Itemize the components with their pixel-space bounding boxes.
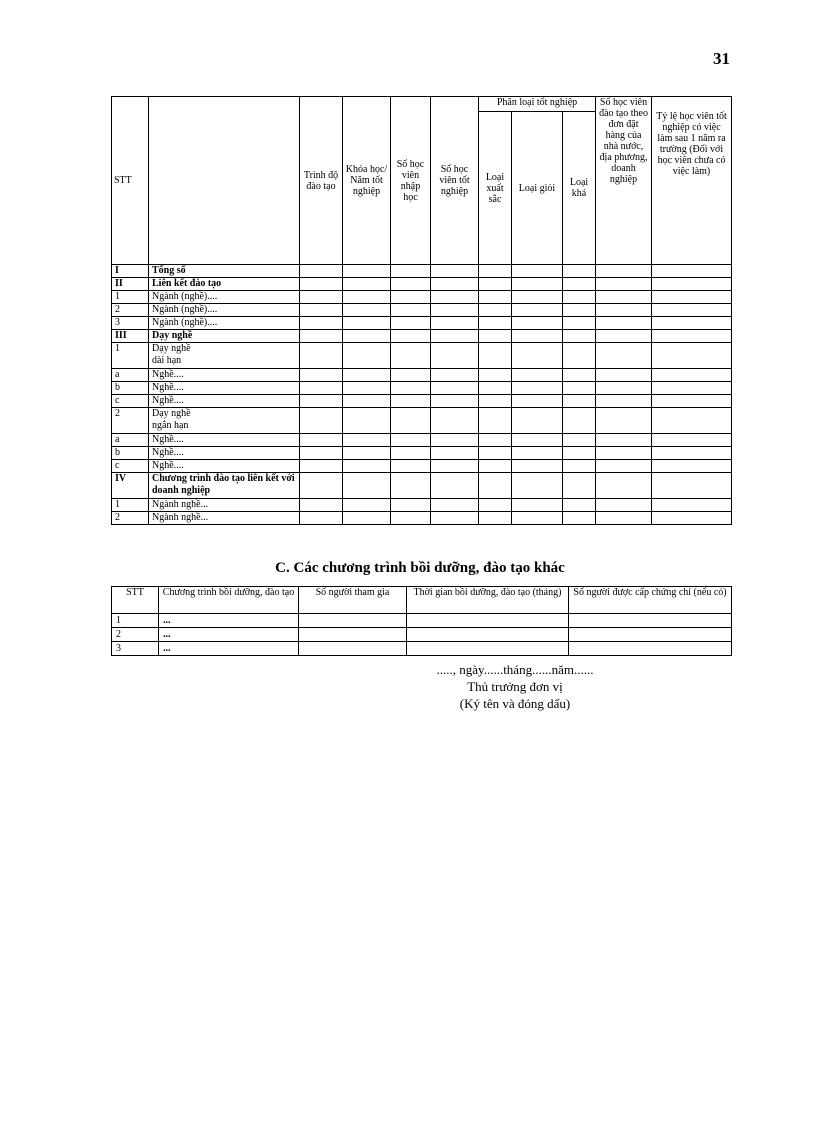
table-row — [112, 434, 732, 447]
header-khoa-hoc: Khóa học/ Năm tốt nghiệp — [343, 97, 391, 265]
row-label: Ngành nghề... — [149, 499, 300, 512]
table-row — [112, 408, 732, 434]
row-stt: II — [112, 278, 149, 291]
row-label: Liên kết đào tạo — [149, 278, 300, 291]
table-row — [112, 304, 732, 317]
row-stt: 2 — [112, 628, 159, 642]
table-row — [112, 278, 732, 291]
header-loai-xuat-sac: Loại xuất sắc — [479, 112, 512, 265]
row-label: Ngành (nghề).... — [149, 304, 300, 317]
row-stt: 3 — [112, 642, 159, 656]
header-thoi-gian: Thời gian bồi dưỡng, đào tạo (tháng) — [407, 587, 569, 614]
table-row — [112, 460, 732, 473]
row-stt: c — [112, 460, 149, 473]
section-c-title: C. Các chương trình bồi dưỡng, đào tạo khác — [275, 560, 565, 576]
header-so-nhap-hoc: Số học viên nhập học — [391, 97, 431, 265]
header-don-dat-hang: Số học viên đào tạo theo đơn đặt hàng của nhà nước, địa phương, doanh nghiệp — [596, 97, 652, 265]
row-label: Nghề.... — [149, 434, 300, 447]
header-name — [149, 97, 300, 265]
row-label: Ngành (nghề).... — [149, 317, 300, 330]
table-row — [112, 317, 732, 330]
row-label: Nghề.... — [149, 447, 300, 460]
row-label: Nghề.... — [149, 369, 300, 382]
header-chuong-trinh: Chương trình bồi dưỡng, đào tạo — [159, 587, 299, 614]
row-stt: b — [112, 447, 149, 460]
row-label: Dạy nghề dài hạn — [149, 343, 300, 369]
row-label: ... — [159, 642, 299, 656]
header-stt: STT — [112, 97, 149, 265]
other-programs-table — [111, 586, 732, 656]
header-chung-chi: Số người được cấp chứng chỉ (nếu có) — [569, 587, 732, 614]
table-row — [112, 291, 732, 304]
table-row — [112, 614, 732, 628]
table-row — [112, 265, 732, 278]
table-row — [112, 369, 732, 382]
header-ty-le: Tỷ lệ học viên tốt nghiệp có việc làm sau 1 năm ra trường (Đối với học viên chưa có việc làm) — [652, 97, 732, 265]
table-row — [112, 512, 732, 525]
row-label: Dạy nghề ngắn hạn — [149, 408, 300, 434]
row-label: ... — [159, 628, 299, 642]
row-stt: I — [112, 265, 149, 278]
row-stt: b — [112, 382, 149, 395]
signature-title: Thủ trưởng đơn vị — [467, 679, 563, 694]
table-row — [112, 343, 732, 369]
table-row — [112, 330, 732, 343]
row-stt: 1 — [112, 499, 149, 512]
row-label: Ngành (nghề).... — [149, 291, 300, 304]
row-stt: 2 — [112, 304, 149, 317]
header-loai-kha: Loại khá — [563, 112, 596, 265]
graduation-report-table — [111, 96, 732, 525]
header-stt: STT — [112, 587, 159, 614]
table-row — [112, 628, 732, 642]
row-stt: 2 — [112, 408, 149, 434]
table-row — [112, 499, 732, 512]
header-trinh-do: Trình độ đào tạo — [300, 97, 343, 265]
row-stt: c — [112, 395, 149, 408]
signature-note: (Ký tên và đóng dấu) — [459, 696, 571, 711]
row-label: Tổng số — [149, 265, 300, 278]
row-stt: III — [112, 330, 149, 343]
row-label: Nghề.... — [149, 460, 300, 473]
table-row — [112, 473, 732, 499]
row-stt: a — [112, 434, 149, 447]
table-row — [112, 382, 732, 395]
row-label: Chương trình đào tạo liên kết với doanh nghiệp — [149, 473, 300, 499]
signature-date-line: ....., ngày......tháng......năm...... — [436, 662, 594, 677]
table-row — [112, 642, 732, 656]
row-label: ... — [159, 614, 299, 628]
header-loai-gioi: Loại giỏi — [512, 112, 563, 265]
row-stt: 2 — [112, 512, 149, 525]
header-so-nguoi: Số người tham gia — [299, 587, 407, 614]
table-row — [112, 395, 732, 408]
header-phan-loai: Phân loại tốt nghiệp — [479, 97, 596, 112]
row-label: Nghề.... — [149, 382, 300, 395]
row-stt: 1 — [112, 291, 149, 304]
row-stt: IV — [112, 473, 149, 499]
page-number: 31 — [713, 49, 730, 68]
row-stt: a — [112, 369, 149, 382]
table-row — [112, 447, 732, 460]
row-label: Dạy nghề — [149, 330, 300, 343]
row-stt: 3 — [112, 317, 149, 330]
row-stt: 1 — [112, 343, 149, 369]
row-label: Nghề.... — [149, 395, 300, 408]
header-so-tot-nghiep: Số học viên tốt nghiệp — [431, 97, 479, 265]
row-label: Ngành nghề... — [149, 512, 300, 525]
row-stt: 1 — [112, 614, 159, 628]
